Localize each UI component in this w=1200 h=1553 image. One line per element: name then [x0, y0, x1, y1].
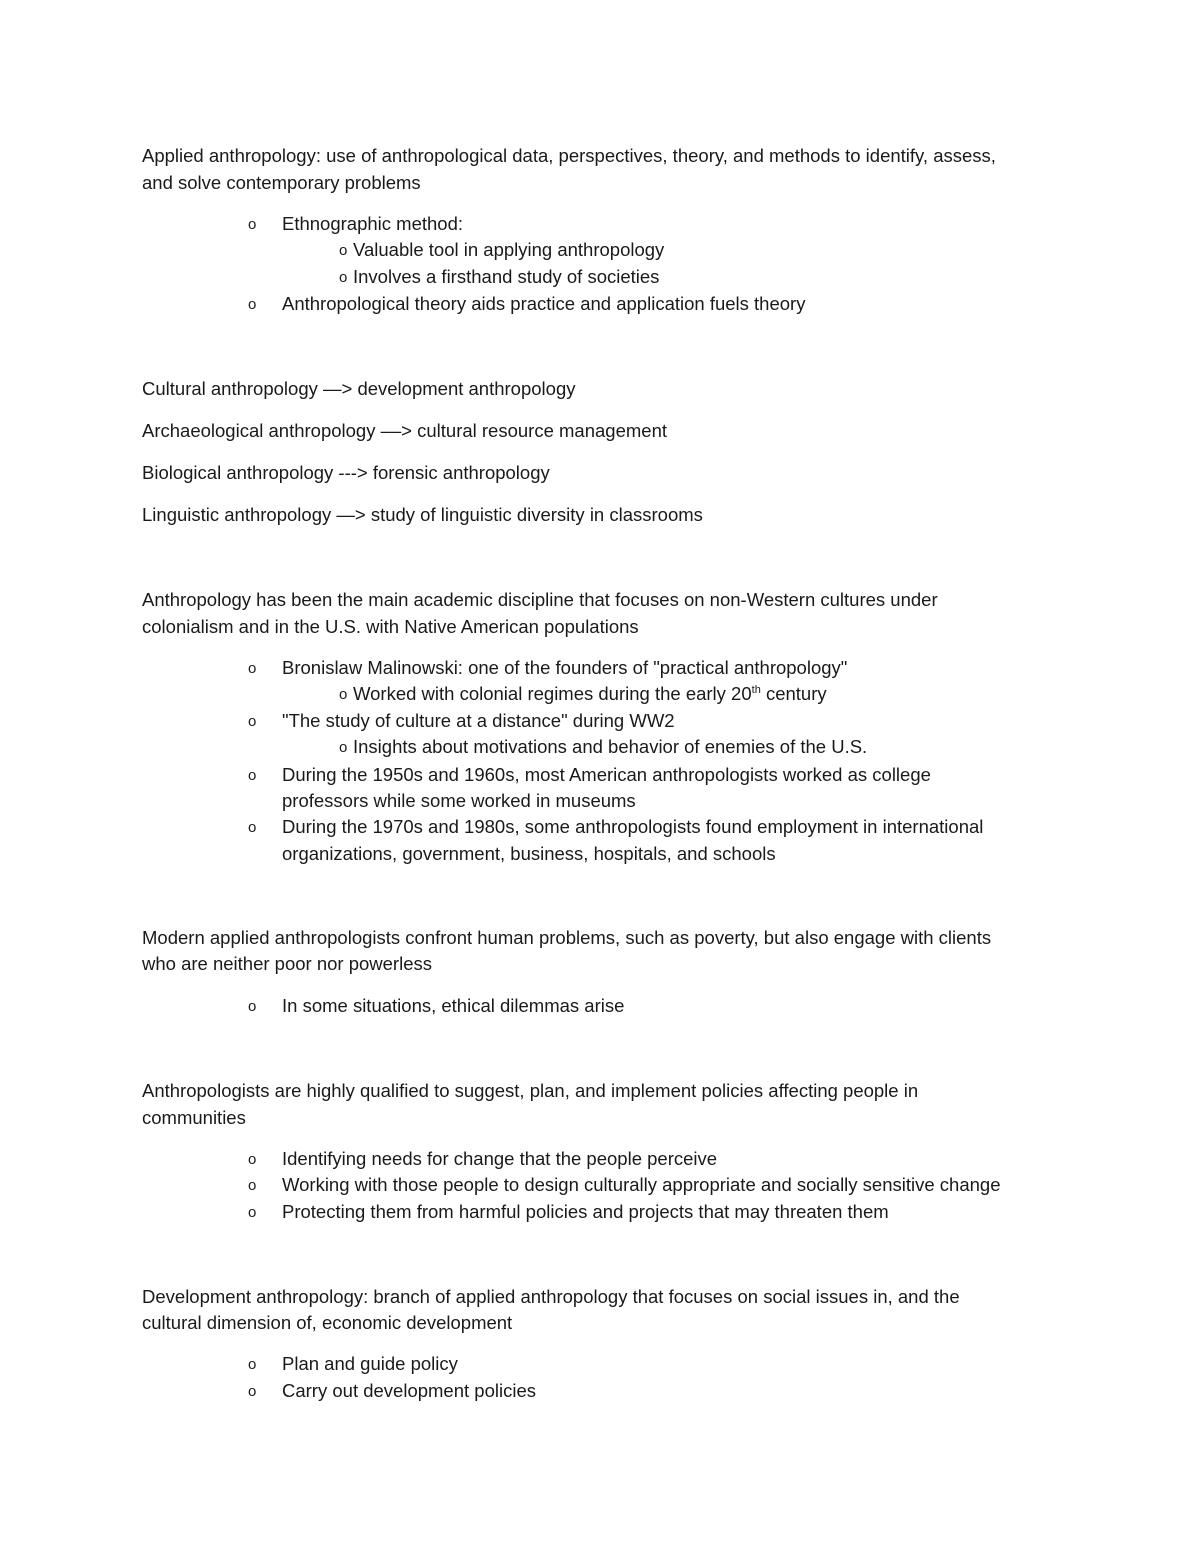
bullet-carry-out-policies: Carry out development policies: [282, 1380, 536, 1401]
bullet-marker: o: [248, 713, 257, 730]
bullet-marker: o: [248, 767, 257, 784]
bullet-culture-at-distance: "The study of culture at a distance" during WW2: [282, 710, 675, 731]
bullet-working-with-people: Working with those people to design culturally appropriate and socially sensitive change: [282, 1174, 1001, 1195]
paragraph-qualified-l2: communities: [142, 1107, 246, 1128]
paragraph-modern-applied-l1: Modern applied anthropologists confront human problems, such as poverty, but also engage with clients: [142, 927, 992, 948]
bullet-1950s-l2: professors while some worked in museums: [282, 790, 636, 811]
bullet-marker: o: [248, 1383, 257, 1400]
sub-bullet-marker: o: [339, 686, 348, 703]
line-archaeological-anthropology: Archaeological anthropology ––> cultural resource management: [142, 420, 668, 441]
sub-bullet-insights-enemies: Insights about motivations and behavior of enemies of the U.S.: [353, 736, 868, 757]
sub-bullet-marker: o: [339, 269, 348, 286]
sub-bullet-marker: o: [339, 739, 348, 756]
paragraph-qualified-l1: Anthropologists are highly qualified to suggest, plan, and implement policies affecting people in: [142, 1080, 919, 1101]
bullet-malinowski: Bronislaw Malinowski: one of the founders of "practical anthropology": [282, 657, 848, 678]
line-cultural-anthropology: Cultural anthropology —> development anthropology: [142, 378, 576, 399]
bullet-ethnographic-method: Ethnographic method:: [282, 213, 464, 234]
bullet-marker: o: [248, 998, 257, 1015]
bullet-1970s-l2: organizations, government, business, hospitals, and schools: [282, 843, 776, 864]
bullet-marker: o: [248, 819, 257, 836]
paragraph-colonialism-l2: colonialism and in the U.S. with Native American populations: [142, 616, 639, 637]
bullet-marker: o: [248, 1204, 257, 1221]
paragraph-development-l2: cultural dimension of, economic development: [142, 1312, 513, 1333]
bullet-plan-guide-policy: Plan and guide policy: [282, 1353, 458, 1374]
bullet-marker: o: [248, 1356, 257, 1373]
line-linguistic-anthropology: Linguistic anthropology —> study of linguistic diversity in classrooms: [142, 504, 703, 525]
bullet-1970s-l1: During the 1970s and 1980s, some anthropologists found employment in international: [282, 816, 984, 837]
paragraph-modern-applied-l2: who are neither poor nor powerless: [142, 953, 432, 974]
bullet-marker: o: [248, 1177, 257, 1194]
sub-bullet-marker: o: [339, 242, 348, 259]
paragraph-applied-anthropology-l1: Applied anthropology: use of anthropological data, perspectives, theory, and methods to identify, assess,: [142, 145, 996, 166]
bullet-protecting: Protecting them from harmful policies and projects that may threaten them: [282, 1201, 889, 1222]
line-biological-anthropology: Biological anthropology ---> forensic anthropology: [142, 462, 550, 483]
paragraph-development-l1: Development anthropology: branch of applied anthropology that focuses on social issues in, and the: [142, 1286, 960, 1307]
bullet-ethical-dilemmas: In some situations, ethical dilemmas arise: [282, 995, 625, 1016]
bullet-identifying-needs: Identifying needs for change that the people perceive: [282, 1148, 718, 1169]
sub-bullet-colonial-regimes: Worked with colonial regimes during the early 20th century: [353, 683, 827, 704]
sub-bullet-firsthand-study: Involves a firsthand study of societies: [353, 266, 660, 287]
bullet-marker: o: [248, 1151, 257, 1168]
paragraph-colonialism-l1: Anthropology has been the main academic discipline that focuses on non-Western cultures under: [142, 589, 938, 610]
bullet-marker: o: [248, 296, 257, 313]
bullet-1950s-l1: During the 1950s and 1960s, most American anthropologists worked as college: [282, 764, 931, 785]
bullet-theory-practice: Anthropological theory aids practice and application fuels theory: [282, 293, 806, 314]
sub-bullet-valuable-tool: Valuable tool in applying anthropology: [353, 239, 665, 260]
bullet-marker: o: [248, 216, 257, 233]
paragraph-applied-anthropology-l2: and solve contemporary problems: [142, 172, 421, 193]
bullet-marker: o: [248, 660, 257, 677]
